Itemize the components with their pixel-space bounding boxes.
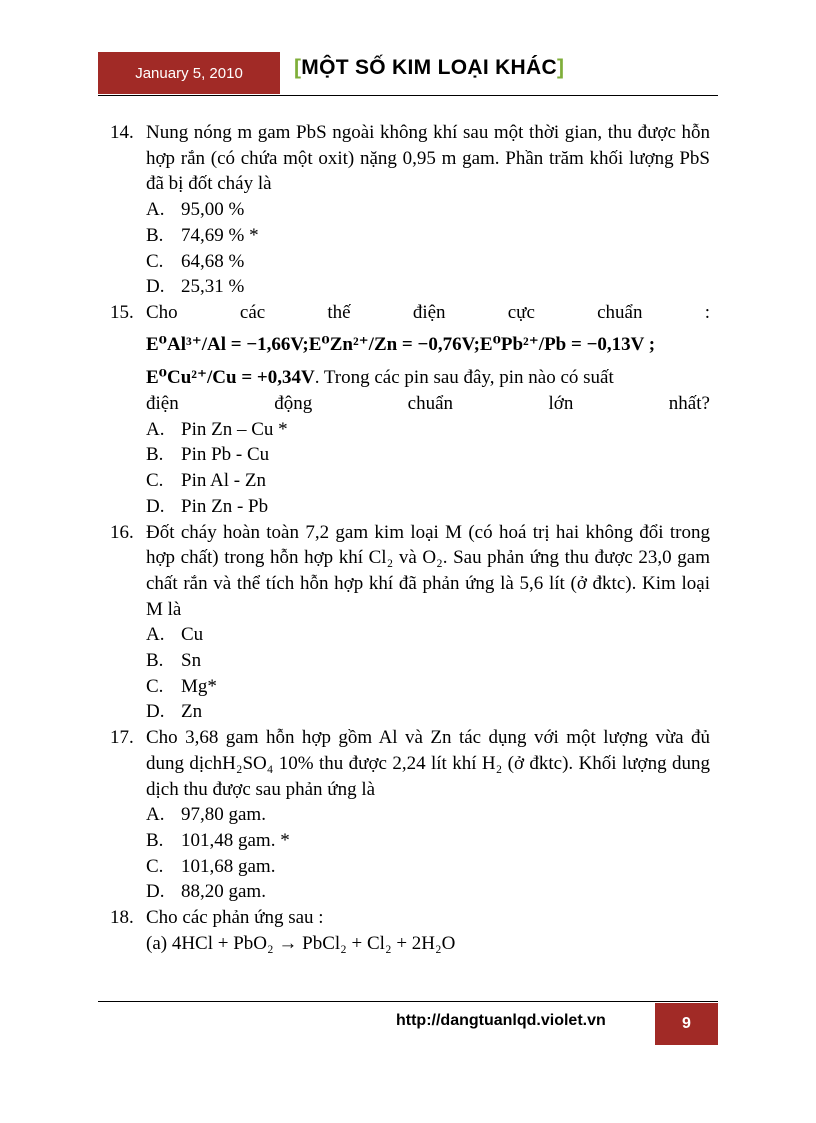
question-intro: Cho các thế điện cực chuẩn : xyxy=(146,301,710,323)
option: C. Mg* xyxy=(146,675,217,697)
footer-url[interactable]: http://dangtuanlqd.violet.vn xyxy=(396,1012,606,1029)
option: A. 97,80 gam. xyxy=(146,804,266,826)
option: D. Pin Zn - Pb xyxy=(146,495,269,517)
question-14: 14. Nung nóng m gam PbS ngoài không khí sau một thời gian, thu được hỗn hợp rắn (có chứa một oxit) nặng 0,95 m gam. Phần trăm khối lượng PbS đã bị đốt cháy là A. 95,00 % B. 74,69 % * C. 64,68 % D. 25,31 % xyxy=(110,120,710,300)
question-17: 17. Cho 3,68 gam hỗn hợp gồm Al và Zn tác dụng với một lượng vừa đủ dung dịchH₂SO₄ 10% thu được 2,24 lít khí H₂ (ở đktc). Khối lượng dung dịch thu được sau phản ứng là A. 97,80 gam. B. 101,48 gam. * C. 101,68 gam. D. 88,20 gam. xyxy=(110,725,710,905)
question-15: 15. Cho các thế điện cực chuẩn : E⁰Al³⁺/Al = −1,66V;E⁰Zn²⁺/Zn = −0,76V;E⁰Pb²⁺/Pb = −0,13V ; E⁰Cu²⁺/Cu = +0,34V. Trong các pin sau đây, pin nào có suất điện động chuẩn lớn nhất? A. Pin Zn – Cu * B. Pin Pb - Cu C. Pin Al - Zn D. Pin Zn - Pb xyxy=(110,300,710,520)
document-body xyxy=(110,120,710,957)
option: D. 88,20 gam. xyxy=(146,881,266,903)
question-text-line: E⁰Cu²⁺/Cu = +0,34V. Trong các pin sau đây, pin nào có suất xyxy=(146,367,614,389)
option: A. Cu xyxy=(146,624,204,646)
page-number: 9 xyxy=(655,1003,718,1045)
option: C. 101,68 gam. xyxy=(146,855,276,877)
header-title: [MỘT SỐ KIM LOẠI KHÁC] xyxy=(294,56,565,79)
question-text: Cho các phản ứng sau : xyxy=(146,907,324,929)
option: C. Pin Al - Zn xyxy=(146,470,266,492)
question-text: Nung nóng m gam PbS ngoài không khí sau một thời gian, thu được hỗn hợp rắn (có chứa một oxit) nặng 0,95 m gam. Phần trăm khối lượng PbS đã bị đốt cháy là xyxy=(146,122,710,195)
question-last-line: điện động chuẩn lớn nhất? xyxy=(146,393,710,415)
option: D. 25,31 % xyxy=(146,276,245,298)
option: A. Pin Zn – Cu * xyxy=(146,418,288,440)
header-date: January 5, 2010 xyxy=(98,52,280,94)
option: B. 101,48 gam. * xyxy=(146,829,290,851)
option: B. 74,69 % * xyxy=(146,224,259,246)
footer-rule xyxy=(98,1001,718,1002)
question-18: 18. Cho các phản ứng sau : (a) 4HCl + PbO₂ → PbCl₂ + Cl₂ + 2H₂O xyxy=(110,905,710,956)
option: B. Pin Pb - Cu xyxy=(146,444,270,466)
option: A. 95,00 % xyxy=(146,199,245,221)
question-text: Đốt cháy hoàn toàn 7,2 gam kim loại M (có hoá trị hai không đổi trong hợp chất) trong hỗn hợp khí Cl₂ và O₂. Sau phản ứng thu được 23,0 gam chất rắn và thể tích hỗn hợp khí đã phản ứng là 5,6 lít (ở đktc). Kim loại M là xyxy=(146,521,710,620)
header-rule xyxy=(98,95,718,96)
option: B. Sn xyxy=(146,650,202,672)
question-16: 16. Đốt cháy hoàn toàn 7,2 gam kim loại M (có hoá trị hai không đổi trong hợp chất) trong hỗn hợp khí Cl₂ và O₂. Sau phản ứng thu được 23,0 gam chất rắn và thể tích hỗn hợp khí đã phản ứng là 5,6 lít (ở đktc). Kim loại M là A. Cu B. Sn C. Mg* D. Zn xyxy=(110,520,710,726)
option: D. Zn xyxy=(146,701,203,723)
option: C. 64,68 % xyxy=(146,250,245,272)
reaction-a: (a) 4HCl + PbO₂ → PbCl₂ + Cl₂ + 2H₂O xyxy=(146,932,456,954)
question-text: Cho 3,68 gam hỗn hợp gồm Al và Zn tác dụng với một lượng vừa đủ dung dịchH₂SO₄ 10% thu được 2,24 lít khí H₂ (ở đktc). Khối lượng dung dịch thu được sau phản ứng là xyxy=(146,727,710,800)
page-header xyxy=(98,52,718,94)
potential-equation-1: E⁰Al³⁺/Al = −1,66V;E⁰Zn²⁺/Zn = −0,76V;E⁰Pb²⁺/Pb = −0,13V ; xyxy=(146,333,656,355)
